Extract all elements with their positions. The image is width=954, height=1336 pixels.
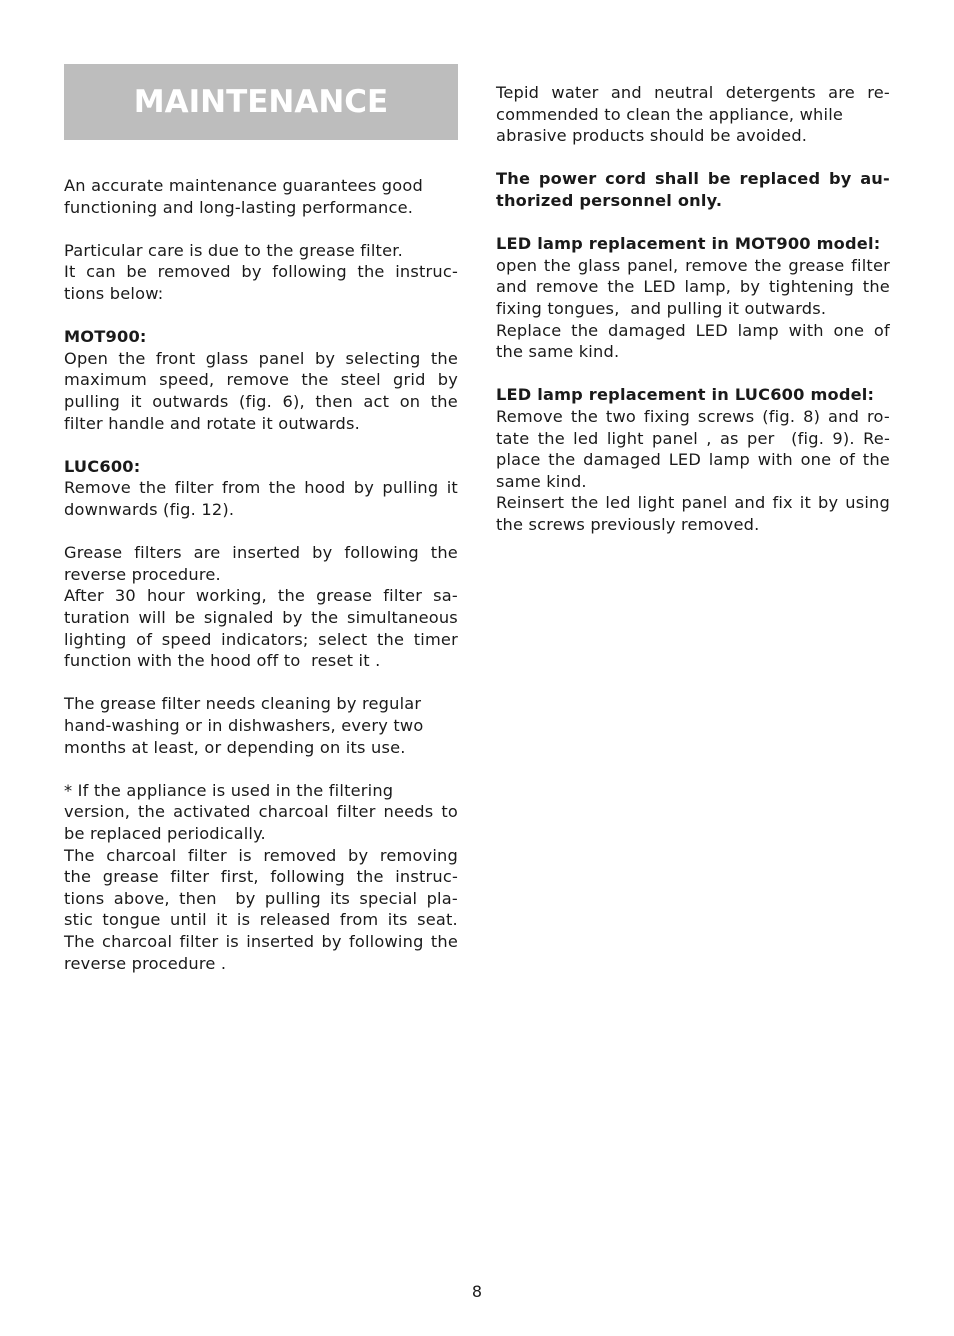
text-line: tions above, then by pulling its special pla- xyxy=(64,888,458,908)
text-line: tate the led light panel , as per (fig. 9). Re- xyxy=(496,428,890,448)
section-title-box xyxy=(64,64,458,140)
text-line: open the glass panel, remove the grease filter xyxy=(496,255,890,275)
text-line: LED lamp replacement in MOT900 model: xyxy=(496,234,881,254)
text-line: downwards (fig. 12). xyxy=(64,500,235,519)
text-line: Remove the filter from the hood by pulling it xyxy=(64,478,458,498)
text-line: functioning and long-lasting performance. xyxy=(64,197,414,217)
text-line: reverse procedure . xyxy=(64,953,227,973)
text-line: Remove the two fixing screws (fig. 8) and ro- xyxy=(496,407,890,426)
text-line: same kind. xyxy=(496,471,587,491)
text-line: months at least, or depending on its use. xyxy=(64,737,406,757)
text-line: abrasive products should be avoided. xyxy=(496,126,808,146)
text-line: Open the front glass panel by selecting the xyxy=(64,348,458,368)
text-line: and remove the LED lamp, by tightening the xyxy=(496,277,890,297)
text-line: * If the appliance is used in the filtering xyxy=(64,780,394,800)
text-line: pulling it outwards (fig. 6), then act on the xyxy=(64,392,458,411)
text-line: It can be removed by following the instruc- xyxy=(64,262,458,282)
text-line: the grease filter first, following the instruc- xyxy=(64,867,458,887)
text-line: tions below: xyxy=(64,284,164,303)
text-line: fixing tongues, and pulling it outwards. xyxy=(496,299,827,318)
text-line: MOT900: xyxy=(64,327,147,347)
text-line: the screws previously removed. xyxy=(496,515,760,534)
text-line: hand-washing or in dishwashers, every two xyxy=(64,716,424,735)
text-line: lighting of speed indicators; select the timer xyxy=(64,629,458,649)
text-line: The power cord shall be replaced by au- xyxy=(496,169,890,189)
text-line: Grease filters are inserted by following the xyxy=(64,543,458,563)
page-number: 8 xyxy=(471,1282,483,1301)
text-line: Replace the damaged LED lamp with one of xyxy=(496,320,890,340)
text-line: Tepid water and neutral detergents are re- xyxy=(496,83,890,102)
text-line: LUC600: xyxy=(64,456,141,476)
text-line: turation will be signaled by the simultaneous xyxy=(64,608,458,627)
text-line: reverse procedure. xyxy=(64,564,221,584)
text-line: version, the activated charcoal filter needs to xyxy=(64,802,458,822)
text-line: After 30 hour working, the grease filter sa- xyxy=(64,586,458,606)
text-line: thorized personnel only. xyxy=(496,191,723,210)
text-line: the same kind. xyxy=(496,342,620,362)
text-line: stic tongue until it is released from its seat. xyxy=(64,910,458,930)
text-line: Particular care is due to the grease filter. xyxy=(64,240,403,260)
text-line: be replaced periodically. xyxy=(64,824,266,843)
text-line: place the damaged LED lamp with one of the xyxy=(496,450,890,470)
page-title: MAINTENANCE xyxy=(133,84,389,120)
text-line: function with the hood off to reset it . xyxy=(64,651,381,671)
text-line: An accurate maintenance guarantees good xyxy=(64,176,423,195)
text-line: Reinsert the led light panel and fix it by using xyxy=(496,493,890,513)
text-line: The charcoal filter is removed by removing xyxy=(64,845,458,865)
text-line: maximum speed, remove the steel grid by xyxy=(64,370,458,390)
text-line: LED lamp replacement in LUC600 model: xyxy=(496,385,875,405)
text-line: The charcoal filter is inserted by following the xyxy=(64,932,458,951)
text-line: The grease filter needs cleaning by regular xyxy=(64,694,422,714)
text-line: filter handle and rotate it outwards. xyxy=(64,413,360,433)
text-line: commended to clean the appliance, while xyxy=(496,104,844,124)
